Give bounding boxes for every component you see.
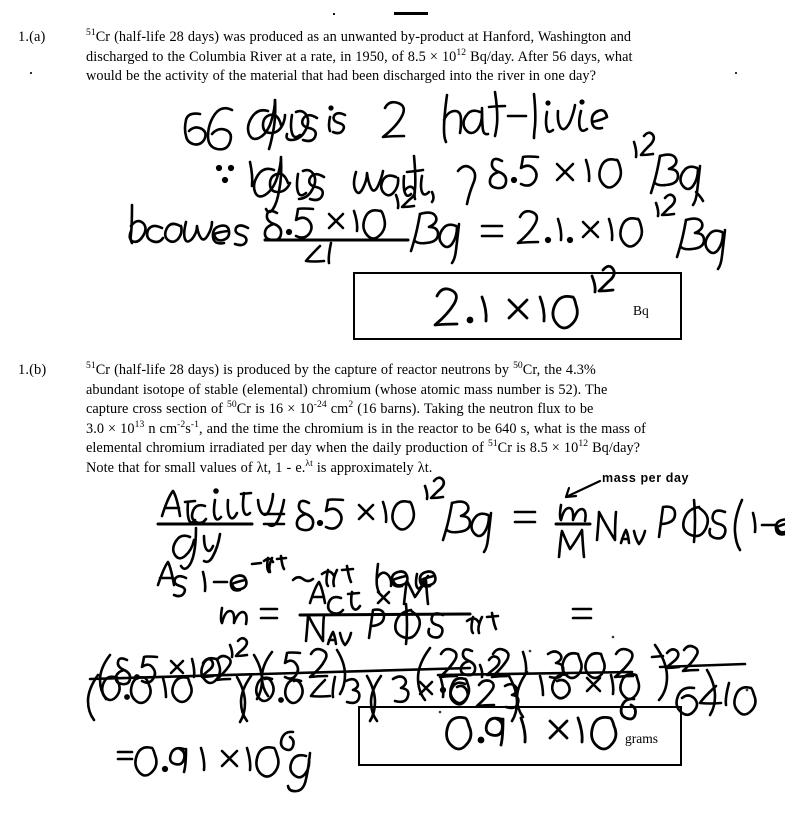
- hw-approximation-line: [158, 556, 435, 596]
- question-line: capture cross section of $^{50}$Cr is $16 \times 10^{-24}$ $cm^2$ (16 barns). Taking the neutron flux to be: [86, 399, 594, 418]
- hw-bracket-halflife-conversion: [418, 645, 755, 715]
- page-speckle: [30, 72, 32, 74]
- hw-line-becomes-fraction: [130, 187, 725, 269]
- question-1a-label: 1.(a): [18, 29, 46, 45]
- question-line: $3.0 \times 10^{13}$ n $cm^{-2}s^{-1}$, and the time the chromium is in the reactor to be 640 s, what is the mass of: [86, 419, 646, 437]
- page-speckle: [735, 72, 737, 74]
- hw-activity-per-day-equation: [158, 478, 785, 569]
- question-1b-text: [86, 361, 785, 479]
- hw-result-0-19e6-g: [118, 732, 310, 791]
- answer-box-b-unit: grams: [625, 731, 658, 746]
- top-speckle: [333, 13, 335, 15]
- question-1b-label: 1.(b): [18, 362, 47, 378]
- hw-stray-marks: [439, 636, 749, 714]
- hw-mass-formula: [221, 580, 591, 645]
- svg-text:mass per day: mass per day: [602, 471, 690, 485]
- question-line: discharged to the Columbia River at a rate, in 1950, of $8.5 \times 10^{12}$ Bq/day. After 56 days, what: [86, 46, 633, 65]
- question-line: $^{51}$Cr (half-life 28 days) is produced by the capture of reactor neutrons by $^{50}$Cr, the 4.3%: [86, 360, 596, 378]
- hw-line-1-day-worth: [217, 133, 703, 212]
- top-dash-mark: [394, 12, 428, 15]
- question-line: abundant isotope of stable (elemental) chromium (whose atomic mass number is 52). The: [86, 381, 608, 398]
- hw-annotation-arrow: [566, 481, 600, 497]
- question-line: elemental chromium irradiated per day when the daily production of $^{51}$Cr is $8.5 \times 10^{12}$ Bq/day?: [86, 438, 641, 457]
- answer-box-a-unit: Bq: [633, 303, 649, 318]
- question-1a-text: [86, 28, 785, 87]
- hw-line-56-days-is-2-half-lives: [185, 92, 607, 149]
- question-line: Note that for small values of λt, 1 - e.$^{\lambda t}$ is approximately λt.: [86, 458, 433, 476]
- question-line: $^{51}$Cr (half-life 28 days) was produced as an unwanted by-product at Hanford, Washington and: [86, 27, 632, 45]
- question-line: would be the activity of the material that had been discharged into the river in one day?: [86, 68, 597, 85]
